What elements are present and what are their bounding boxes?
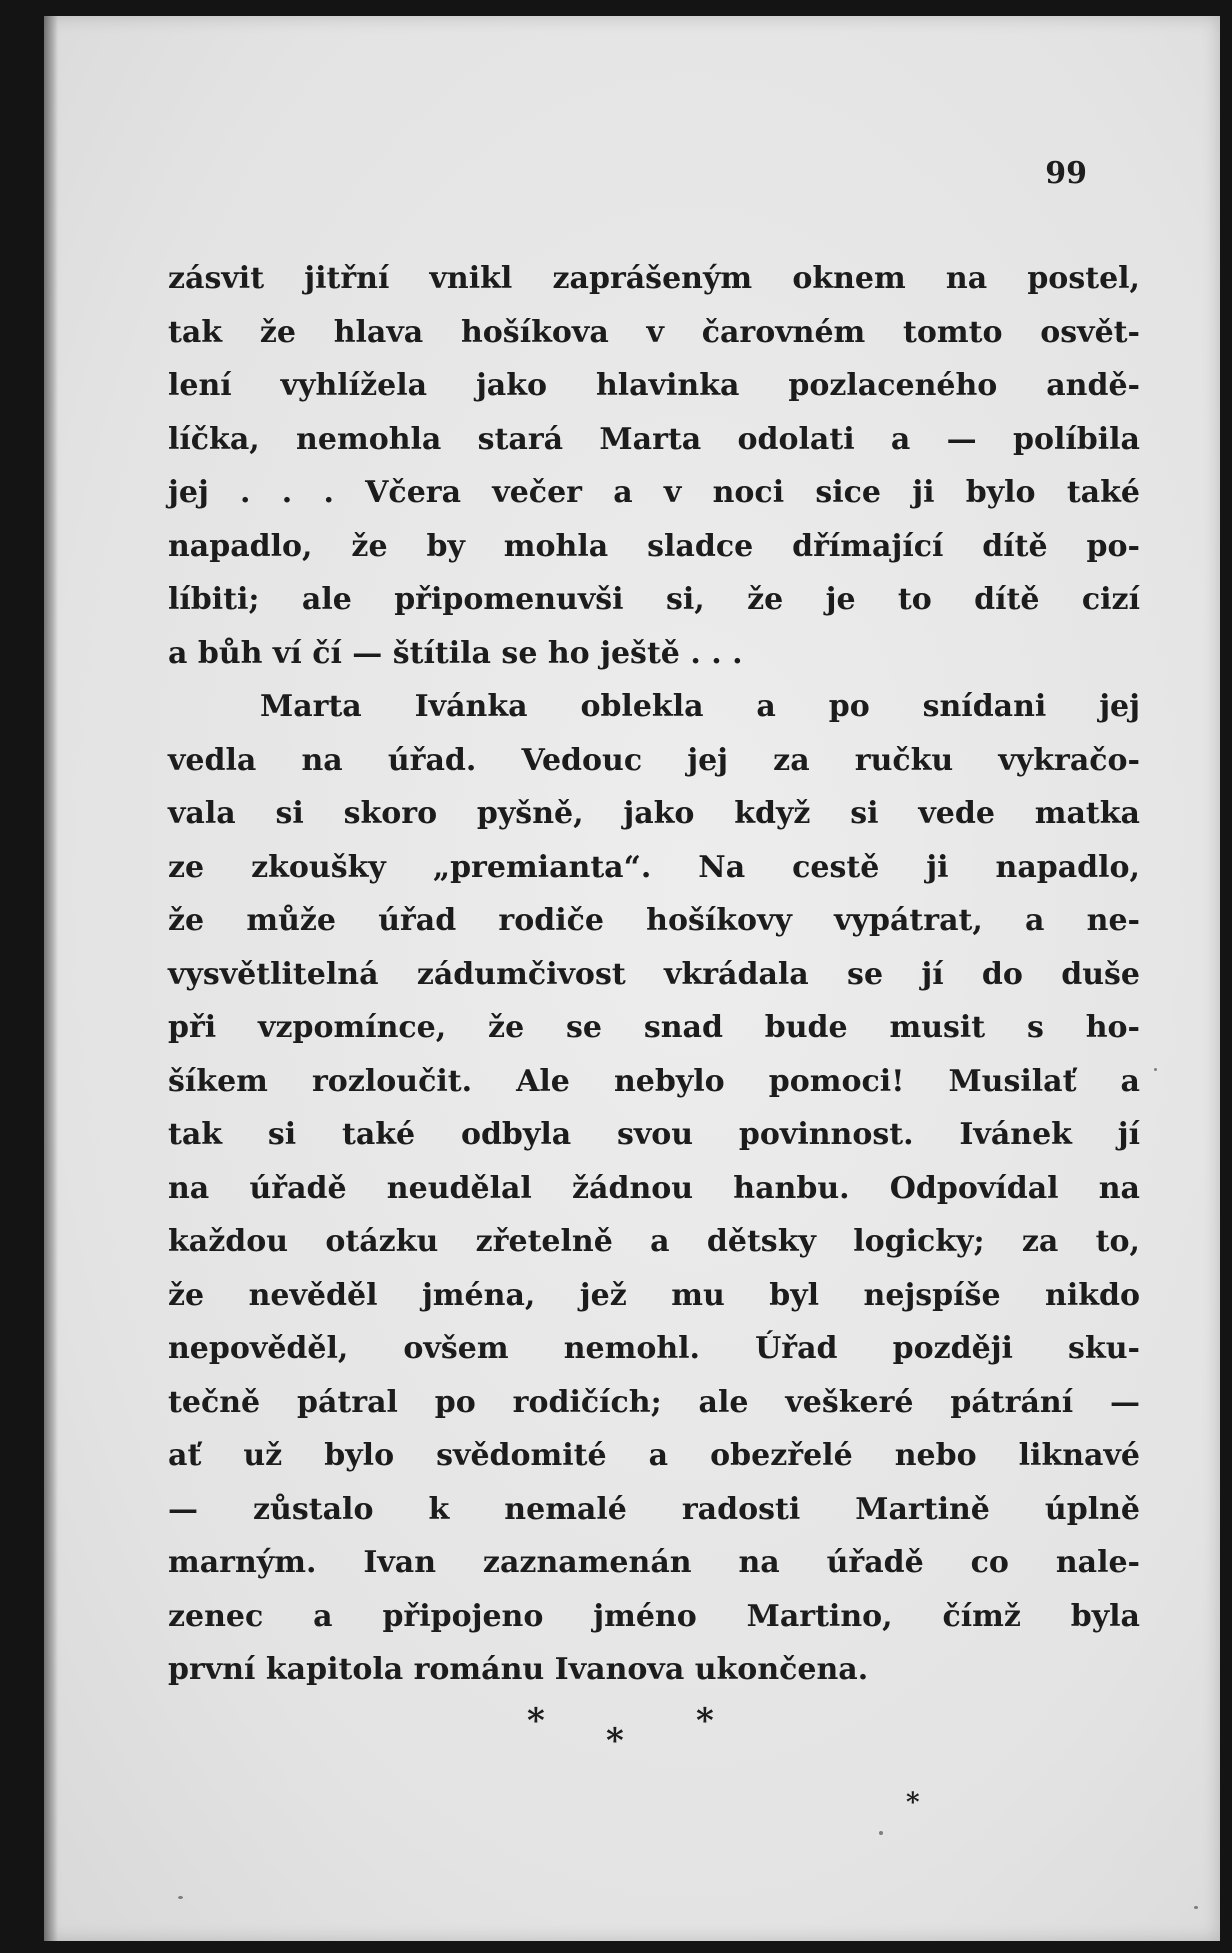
text-line: a bůh ví čí — štítila se ho ještě . . . bbox=[168, 635, 743, 671]
text-line: líčka, nemohla stará Marta odolati a — políbila bbox=[168, 421, 1140, 457]
page-number: 99 bbox=[1045, 156, 1087, 191]
text-line: napadlo, že by mohla sladce dřímající dítě po- bbox=[168, 528, 1140, 564]
paper-speck bbox=[1154, 1068, 1157, 1071]
text-line: tečně pátral po rodičích; ale veškeré pátrání — bbox=[168, 1384, 1140, 1420]
paper-speck bbox=[1194, 1906, 1198, 1909]
text-line: vysvětlitelná zádumčivost vkrádala se jí do duše bbox=[168, 956, 1140, 992]
text-line: vala si skoro pyšně, jako když si vede matka bbox=[168, 796, 1140, 831]
text-line: tak že hlava hošíkova v čarovném tomto osvět- bbox=[168, 314, 1140, 350]
ornament-star: * bbox=[696, 1701, 714, 1741]
text-line: — zůstalo k nemalé radosti Martině úplně bbox=[168, 1491, 1140, 1527]
paper-speck bbox=[879, 1831, 883, 1835]
text-line: jej . . . Včera večer a v noci sice ji bylo také bbox=[168, 475, 1140, 510]
book-page bbox=[44, 16, 1220, 1941]
text-line: při vzpomínce, že se snad bude musit s ho- bbox=[168, 1010, 1140, 1045]
binding-edge bbox=[44, 16, 58, 1941]
body-text bbox=[168, 252, 1140, 1697]
text-line: první kapitola románu Ivanova ukončena. bbox=[168, 1652, 869, 1687]
text-line: každou otázku zřetelně a dětsky logicky; za to, bbox=[168, 1224, 1140, 1259]
text-line: na úřadě neudělal žádnou hanbu. Odpovídal na bbox=[168, 1170, 1140, 1206]
text-line: tak si také odbyla svou povinnost. Ivánek jí bbox=[168, 1117, 1140, 1152]
text-line: zásvit jitřní vnikl zaprášeným oknem na postel, bbox=[168, 261, 1140, 296]
text-line: marným. Ivan zaznamenán na úřadě co nale- bbox=[168, 1545, 1140, 1580]
text-line: zenec a připojeno jméno Martino, čímž byla bbox=[168, 1598, 1140, 1634]
text-line: ať už bylo svědomité a obezřelé nebo liknavé bbox=[168, 1438, 1140, 1473]
text-line: že může úřad rodiče hošíkovy vypátrat, a ne- bbox=[168, 903, 1140, 938]
text-line: lení vyhlížela jako hlavinka pozlaceného andě- bbox=[168, 368, 1140, 403]
paper-speck bbox=[178, 1896, 183, 1899]
ornament-star: * bbox=[527, 1701, 545, 1741]
text-line: že nevěděl jména, jež mu byl nejspíše nikdo bbox=[168, 1277, 1140, 1313]
text-line: vedla na úřad. Vedouc jej za ručku vykračo- bbox=[168, 742, 1140, 778]
text-line: šíkem rozloučit. Ale nebylo pomoci! Musilať a bbox=[168, 1063, 1140, 1099]
text-line: nepověděl, ovšem nemohl. Úřad později sku- bbox=[168, 1331, 1140, 1366]
text-line: Marta Ivánka oblekla a po snídani jej bbox=[260, 689, 1140, 724]
text-line: ze zkoušky „premianta“. Na cestě ji napadlo, bbox=[168, 849, 1140, 885]
ornament-star: * bbox=[606, 1721, 624, 1761]
ornament-star: * bbox=[906, 1788, 920, 1818]
text-line: líbiti; ale připomenuvši si, že je to dítě cizí bbox=[168, 582, 1140, 617]
